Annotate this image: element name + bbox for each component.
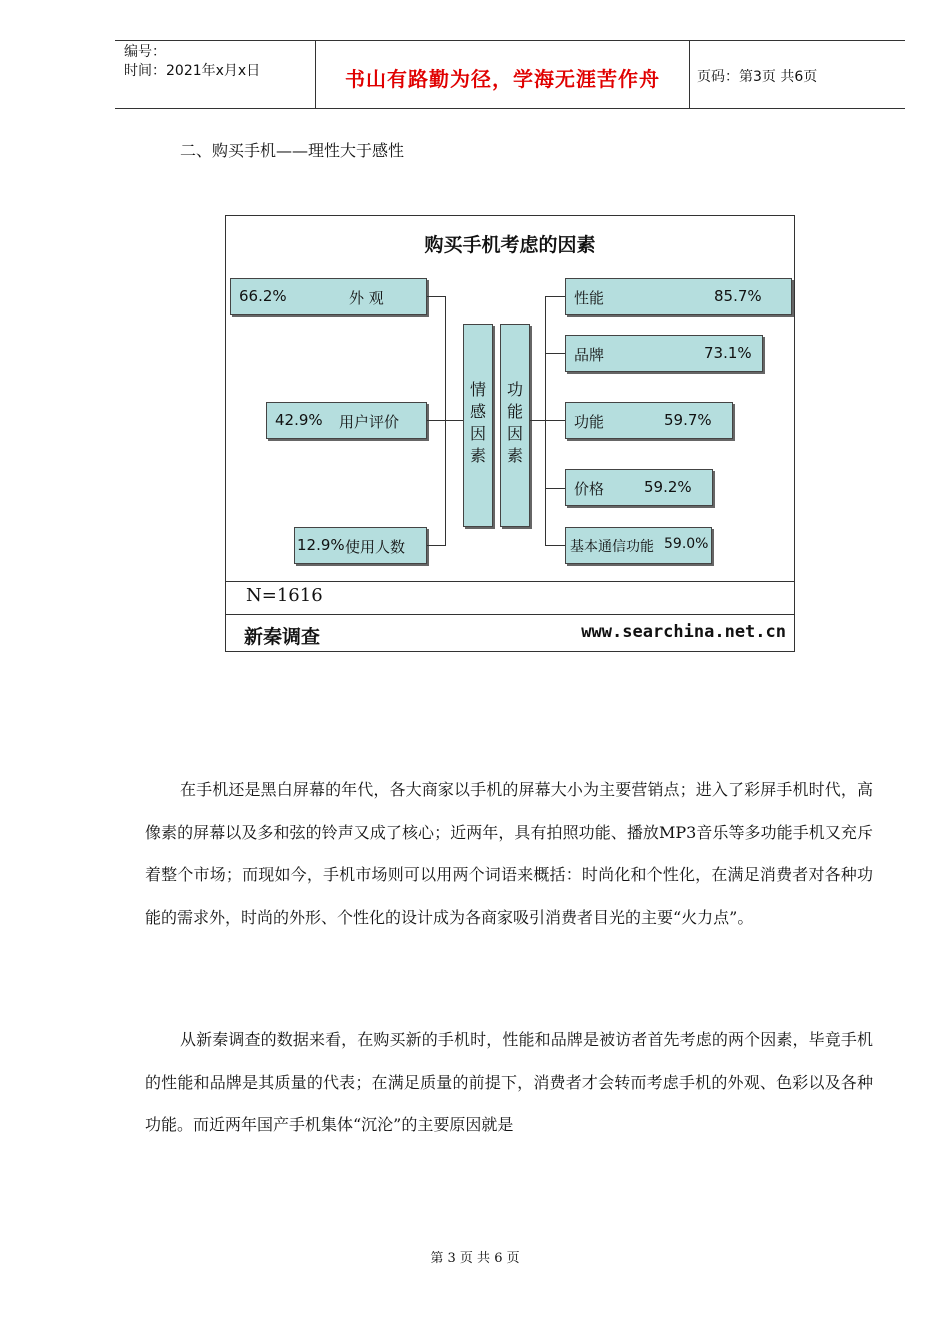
connector-line bbox=[427, 296, 445, 297]
chart-source: 新秦调查 bbox=[244, 626, 321, 648]
header-time: 时间：2021年x月x日 bbox=[124, 63, 261, 79]
bar-category-label: 价格 bbox=[574, 480, 605, 498]
page-footer: 第 3 页 共 6 页 bbox=[430, 1251, 520, 1266]
sample-size: N=1616 bbox=[246, 585, 323, 606]
bar-features bbox=[565, 402, 733, 439]
paragraph: 从新秦调查的数据来看，在购买新的手机时，性能和品牌是被访者首先考虑的两个因素，毕竟手机的性能和品牌是其质量的代表；在满足质量的前提下，消费者才会转而考虑手机的外观、色彩以及各种功能。而近两年国产手机集体“沉沦”的主要原因就是 bbox=[145, 1030, 873, 1134]
connector-line bbox=[545, 296, 565, 297]
header-number: 编号： bbox=[124, 44, 166, 60]
connector-line bbox=[427, 420, 445, 421]
functional-factors-box bbox=[500, 324, 530, 527]
chart-divider bbox=[226, 614, 794, 615]
group-char: 情 bbox=[469, 380, 486, 399]
bar-user-review bbox=[266, 402, 427, 439]
bar-category-label: 用户评价 bbox=[339, 413, 400, 431]
chart-divider bbox=[226, 581, 794, 582]
bar-performance bbox=[565, 278, 792, 315]
group-char: 因 bbox=[506, 424, 523, 443]
factor-chart bbox=[225, 215, 795, 652]
bar-category-label: 基本通信功能 bbox=[570, 539, 654, 555]
bar-category-label: 功能 bbox=[574, 413, 605, 431]
bar-value-label: 59.0% bbox=[664, 536, 709, 552]
header-page-info: 页码：第3页 共6页 bbox=[697, 69, 818, 85]
header-divider bbox=[689, 41, 690, 108]
connector-line bbox=[530, 420, 545, 421]
bar-brand bbox=[565, 335, 763, 372]
bar-value-label: 66.2% bbox=[239, 287, 287, 305]
bar-value-label: 85.7% bbox=[714, 287, 762, 305]
group-char: 因 bbox=[469, 424, 486, 443]
connector-line bbox=[545, 545, 565, 546]
header-meta bbox=[124, 43, 260, 81]
group-char: 能 bbox=[506, 402, 523, 421]
bar-basic-communication bbox=[565, 527, 712, 564]
emotional-factors-box bbox=[463, 324, 493, 527]
bar-value-label: 59.2% bbox=[644, 478, 692, 496]
connector-line bbox=[445, 420, 463, 421]
chart-title: 购买手机考虑的因素 bbox=[424, 234, 596, 256]
connector-line bbox=[545, 296, 546, 546]
connector-line bbox=[427, 545, 445, 546]
page-header bbox=[115, 40, 905, 109]
bar-category-label: 使用人数 bbox=[345, 538, 406, 556]
bar-category-label: 品牌 bbox=[574, 346, 605, 364]
connector-line bbox=[445, 296, 446, 546]
connector-line bbox=[545, 420, 565, 421]
header-motto: 书山有路勤为径，学海无涯苦作舟 bbox=[345, 67, 660, 91]
connector-line bbox=[545, 488, 565, 489]
bar-value-label: 12.9% bbox=[297, 536, 345, 554]
bar-user-count bbox=[294, 527, 427, 564]
bar-appearance bbox=[230, 278, 427, 315]
bar-value-label: 59.7% bbox=[664, 411, 712, 429]
bar-value-label: 73.1% bbox=[704, 344, 752, 362]
bar-value-label: 42.9% bbox=[275, 411, 323, 429]
group-char: 功 bbox=[506, 380, 523, 399]
bar-category-label: 外 观 bbox=[349, 289, 384, 307]
group-char: 素 bbox=[506, 446, 523, 465]
group-char: 感 bbox=[469, 402, 486, 421]
group-char: 素 bbox=[469, 446, 486, 465]
paragraph: 在手机还是黑白屏幕的年代，各大商家以手机的屏幕大小为主要营销点；进入了彩屏手机时代，高像素的屏幕以及多和弦的铃声又成了核心；近两年，具有拍照功能、播放MP3音乐等多功能手机又充斥着整个市场；而现如今，手机市场则可以用两个词语来概括：时尚化和个性化，在满足消费者对各种功能的需求外，时尚的外形、个性化的设计成为各商家吸引消费者目光的主要“火力点”。 bbox=[145, 780, 873, 927]
bar-category-label: 性能 bbox=[574, 289, 605, 307]
section-title: 二、购买手机——理性大于感性 bbox=[180, 141, 405, 160]
chart-source-url: www.searchina.net.cn bbox=[581, 622, 786, 642]
connector-line bbox=[545, 353, 565, 354]
bar-price bbox=[565, 469, 713, 506]
